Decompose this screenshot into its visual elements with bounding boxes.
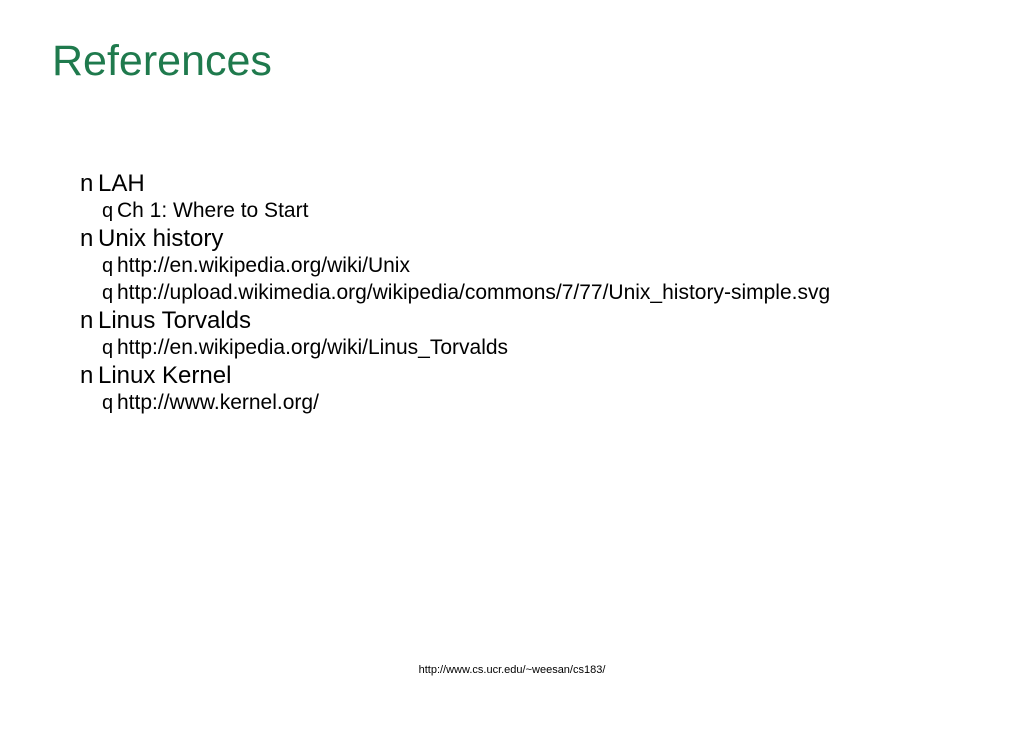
references-list — [80, 172, 960, 419]
list-item — [80, 227, 960, 251]
bullet-q-icon: q — [102, 392, 114, 414]
list-item — [80, 309, 960, 333]
list-item-label: Linux Kernel — [98, 362, 232, 389]
list-item-link[interactable]: http://upload.wikimedia.org/wikipedia/commons/7/77/Unix_history-simple.svg — [117, 281, 831, 304]
bullet-q-icon: q — [102, 282, 114, 304]
list-item — [102, 200, 960, 221]
bullet-n-icon: n — [80, 307, 94, 334]
bullet-q-icon: q — [102, 337, 114, 359]
list-item — [102, 337, 960, 358]
bullet-n-icon: n — [80, 362, 94, 389]
slide-footer: http://www.cs.ucr.edu/~weesan/cs183/ — [418, 664, 606, 676]
bullet-n-icon: n — [80, 170, 94, 197]
bullet-n-icon: n — [80, 225, 94, 252]
list-item-label: LAH — [98, 170, 145, 197]
list-item-label: Unix history — [98, 225, 224, 252]
list-item — [102, 255, 960, 276]
bullet-q-icon: q — [102, 200, 114, 222]
list-item-link[interactable]: http://www.kernel.org/ — [117, 391, 319, 414]
page-title: References — [52, 37, 272, 85]
list-item — [102, 282, 960, 303]
list-item-label: Ch 1: Where to Start — [117, 199, 309, 222]
list-item-link[interactable]: http://en.wikipedia.org/wiki/Linus_Torvalds — [117, 336, 509, 359]
bullet-q-icon: q — [102, 255, 114, 277]
list-item — [80, 364, 960, 388]
list-item — [80, 172, 960, 196]
list-item-label: Linus Torvalds — [98, 307, 251, 334]
list-item-link[interactable]: http://en.wikipedia.org/wiki/Unix — [117, 254, 410, 277]
list-item — [102, 392, 960, 413]
